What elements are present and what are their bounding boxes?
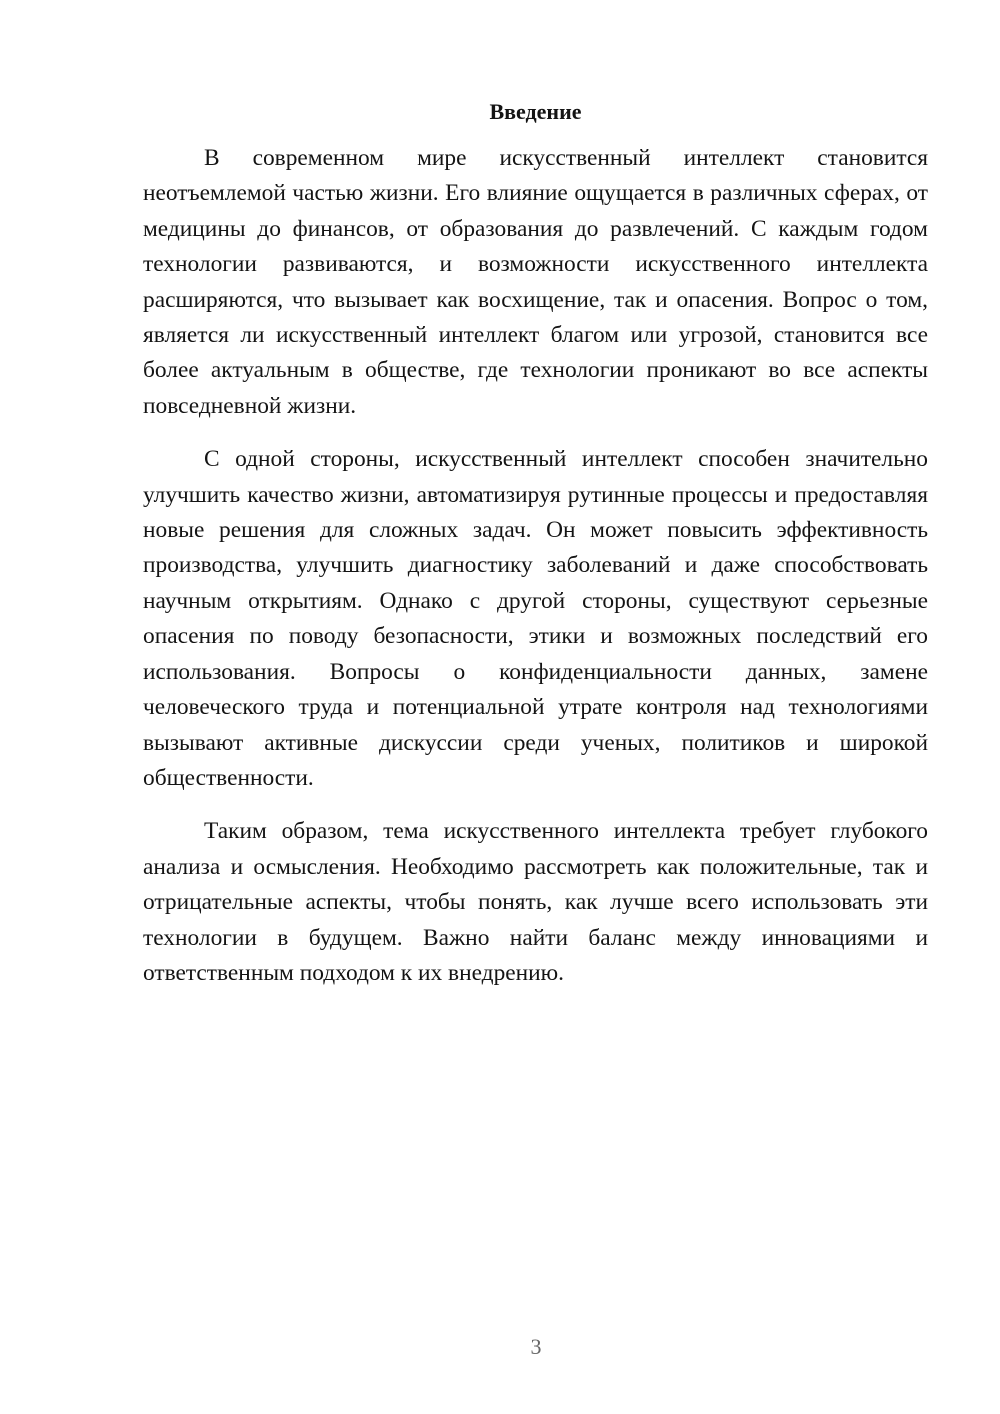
page-number: 3 bbox=[530, 1334, 542, 1359]
paragraph-3: Таким образом, тема искусственного интеллекта требует глубокого анализа и осмысления. Необходимо рассмотреть как положительные, так и отрицательные аспекты, чтобы понять, как лучше всего использовать эти технологии в будущем. Важно найти баланс между инновациями и ответственным подходом к их внедрению. bbox=[143, 818, 928, 986]
paragraph-1: В современном мире искусственный интеллект становится неотъемлемой частью жизни. Его влияние ощущается в различных сферах, от медицины до финансов, от образования до развлечений. С каждым годом технологии развиваются, и возможности искусственного интеллекта расширяются, что вызывает как восхищение, так и опасения. Вопрос о том, является ли искусственный интеллект благом или угрозой, становится все более актуальным в обществе, где технологии проникают во все аспекты повседневной жизни. bbox=[143, 145, 928, 419]
paragraph-2: С одной стороны, искусственный интеллект способен значительно улучшить качество жизни, автоматизируя рутинные процессы и предоставляя новые решения для сложных задач. Он может повысить эффективность производства, улучшить диагностику заболеваний и даже способствовать научным открытиям. Однако с другой стороны, существуют серьезные опасения по поводу безопасности, этики и возможных последствий его использования. Вопросы о конфиденциальности данных, замене человеческого труда и потенциальной утрате контроля над технологиями вызывают активные дискуссии среди ученых, политиков и широкой общественности. bbox=[143, 446, 928, 791]
body-text bbox=[143, 141, 928, 1009]
section-heading: Введение bbox=[489, 99, 582, 124]
